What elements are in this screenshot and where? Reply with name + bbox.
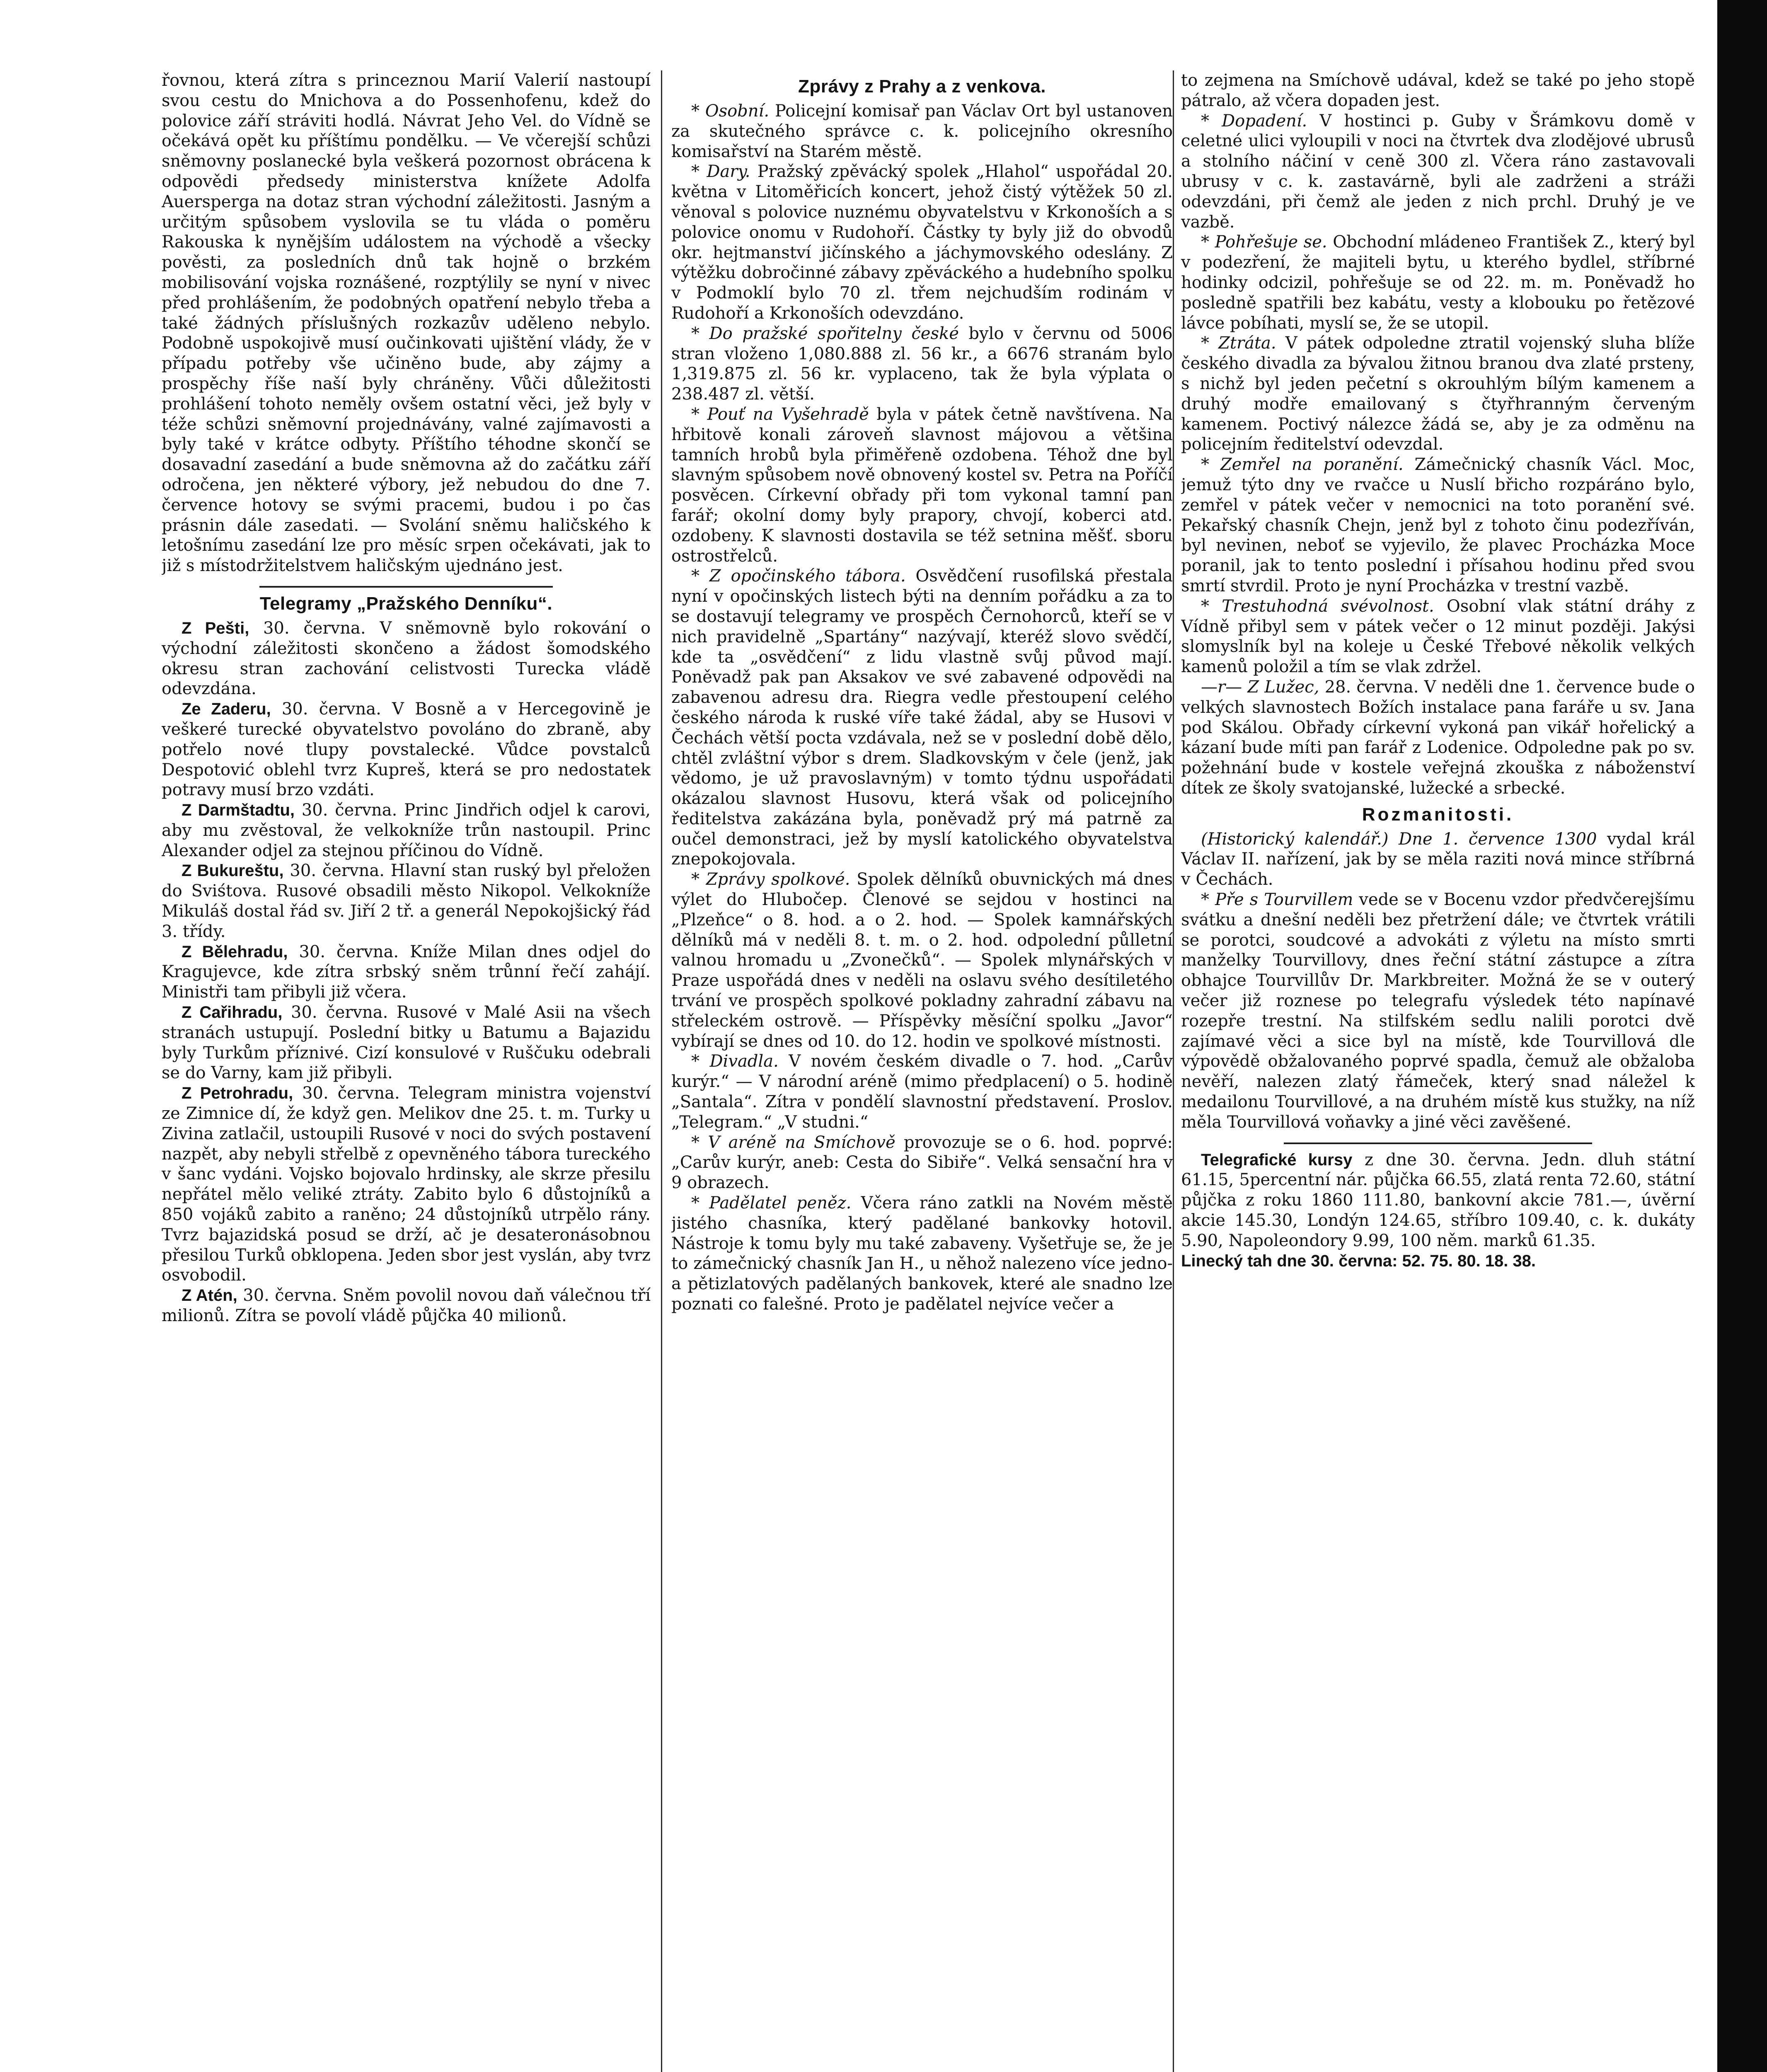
item-text: dne 30. června: 52. 75. 80. 18. 38. [1272, 1251, 1536, 1270]
item-lead: * Pře s Tourvillem [1201, 890, 1353, 910]
column-rule [661, 70, 662, 2072]
dateline-place: Ze Zaderu, [182, 700, 271, 719]
item-lead: Telegrafické kursy [1201, 1150, 1353, 1169]
item-text: vydal král Václav II. nařízení, jak by se měla raziti nová mince stříbrná v Čechách. [1181, 829, 1695, 889]
item-text: V novém českém divadle o 7. hod. „Carův kurýr.“ — V národní aréně (mimo předplacení) o 5. hodině „Santala“. Zítra v pondělí slavnostní představení. Proslov. „Telegram.“ „V studni.“ [671, 1052, 1173, 1132]
column-1 [162, 70, 651, 2072]
column-3 [1181, 70, 1695, 2072]
telegram-athens [162, 1285, 651, 1326]
dateline-place: Z Darmštadtu, [182, 801, 295, 820]
telegram-darmstadt [162, 800, 651, 861]
column-2 [671, 70, 1173, 2072]
miscellany-heading: Rozmanitosti. [1362, 804, 1514, 825]
item-lead: * Pohřešuje se. [1201, 232, 1327, 252]
item-text: Osvědčení rusofilská přestala nyní v opočinských listech býti na denním pořádku a za to se dostavují telegramy ve prospěch Černohorců, kteří se v nich pravidelně „Spartány“ nazývají, kteréž slovo svědčí, kde ta „osvědčení“ z lidu vlastně svůj původ mají. Poněvadž pak pan Aksakov ve své zabavené odpovědi na zabavenou adresu dra. Riegra vedle přestoupení celého českého národa k ruské víře také žádal, aby se Husovi v Čechách větší pocta vzdávala, než se v poslední době dělo, chtěl zvláštní výbor s drem. Sladkovským v čele (jenž, jak vědomo, je už pravoslavným) v tomto týdnu uspořádati okázalou slavnost Husovu, která však od policejního ředitelstva zakázána byla, poněvadž prý má patrně za oučel demonstraci, jež by myslí katolického obyvatelstva znepokojovala. [671, 566, 1173, 869]
item-lead: (Historický kalendář.) Dne 1. července 1300 [1201, 829, 1597, 849]
item-lead: * Ztráta. [1201, 334, 1276, 353]
item-text: provozuje se o 6. hod. poprvé: „Carův kurýr, aneb: Cesta do Sibiře“. Velká sensační hra v 9 obrazech. [671, 1133, 1173, 1193]
item-text: Policejní komisař pan Václav Ort byl ustanoven za skutečného správce c. k. policejního okresního komisařství na Starém městě. [671, 102, 1173, 161]
news-item-counterfeiter [671, 1193, 1173, 1314]
item-lead: * Trestuhodná svévolnost. [1201, 596, 1434, 616]
telegram-text: 30. června. V Bosně a v Hercegovině je veškeré turecké obyvatelstvo povoláno do zbraně, aby potřelo nové tlupy povstalecké. Vůdce povstalců Despotović oblehl tvrz Kupreš, která se pro nedostatek potravy musí brzo vzdáti. [162, 700, 651, 800]
item-lead: Linecký tah [1181, 1251, 1273, 1270]
news-item-arena [671, 1133, 1173, 1193]
item-text: z dne 30. června. Jedn. dluh státní 61.15, 5percentní nár. půjčka 66.55, zlatá renta 72.60, státní půjčka z roku 1860 111.80, bankovní akcie 781.—, úvěrní akcie 145.30, Londýn 124.65, stříbro 109.40, c. k. dukáty 5.90, Napoleondory 9.99, 100 něm. marků 61.35. [1181, 1150, 1695, 1250]
news-item-opocinsky [671, 566, 1173, 869]
section-divider [1284, 1143, 1592, 1144]
telegram-text: 30. června. Rusové v Malé Asii na všech stranách ustupují. Poslední bitky u Batumu a Bajazidu byly Turkům příznivé. Cizí konsulové v Ruščuku odebrali se do Varny, kam již přibyli. [162, 1003, 651, 1083]
news-item-pilgrimage [671, 404, 1173, 566]
telegram-text: 30. června. Hlavní stan ruský byl přeložen do Sviśtova. Rusové obsadili město Nikopol. Velkokníže Mikuláš dostal řád sv. Jiří 2 tř. a generál Nepokojšický řád 3. třídy. [162, 861, 651, 941]
item-text: Osobní vlak státní dráhy z Vídně přibyl sem v pátek večer o 12 minut později. Jakýsi slomyslník byl na koleje u České Třebové několik velkých kamenů položil a tím se vlak zdržel. [1181, 596, 1695, 677]
news-item-missing [1181, 232, 1695, 333]
dateline-place: Z Pešti, [182, 619, 249, 637]
item-lead: * Osobní. [691, 102, 770, 121]
item-text: bylo v červnu od 5006 stran vloženo 1,080.888 zl. 56 kr., a 6676 stranám bylo 1,319.875 zl. 56 kr. vyplaceno, tak že byla výplata o 238.487 zl. větší. [671, 324, 1173, 404]
item-lead: * V aréně na Smíchově [691, 1133, 896, 1152]
telegram-zadar [162, 699, 651, 800]
item-text: V pátek odpoledne ztratil vojenský sluha blíže českého divadla za bývalou žitnou branou dva zlaté prsteny, s nichž byl jeden pečetní s okrouhlým bílým kamenem a druhý modře emailovaný s čtyřhranným červeným kamenem. Poctivý nálezce žádá se, aby je za odměnu na policejním ředitelství odevzdal. [1181, 334, 1695, 454]
item-lead: * Dary. [691, 162, 750, 182]
dateline-place: Z Atén, [182, 1286, 237, 1305]
telegram-text: 30. června. Sněm povolil novou daň válečnou tří milionů. Zítra se povolí vládě půjčka 40 milionů. [162, 1286, 651, 1326]
item-lead: * Do pražské spořitelny české [691, 324, 959, 343]
telegram-text: 30. června. V sněmovně bylo rokování o východní záležitosti skončeno a žádost šomodského okresu stran zachování celistvosti Turecka vládě odevzdána. [162, 618, 651, 699]
news-item-mischief [1181, 596, 1695, 677]
news-item-calendar [1181, 829, 1695, 890]
item-lead: * Divadla. [691, 1052, 779, 1071]
news-item-tourville [1181, 890, 1695, 1133]
item-lead: * Pouť na Vyšehradě [691, 404, 869, 424]
item-text: Spolek dělníků obuvnických má dnes výlet do Hlubočep. Členové se sejdou v hostinci na „Plzeňce“ o 8. hod. a o 2. hod. — Spolek kamnářských dělníků má v neděli 8. t. m. o 2. hod. odpolední půlletní valnou hromadu u „Zvonečků“. — Spolek mlynářských v Praze uspořádá dnes v neděli na oslavu svého desítiletého trvání ve prospěch spolkové pokladny zahradní zábavu na střeleckém ostrově. — Příspěvky měsíční spolku „Javor“ vybírají se dnes od 10. do 12. hodin ve spolkové místnosti. [671, 870, 1173, 1051]
column-rule [1173, 70, 1174, 2072]
item-text: vede se v Bocenu vzdor předvčerejšímu svátku a dnešní neděli bez přetržení dále; ve čtvrtek vrátili se porotci, soudcové a advokáti z výletu na místo smrti manželky Tourvillovy, dnes řeční státní zástupce a zítra obhajce Tourvillův Dr. Markbreiter. Možná že se v outerý večer již roznese po telegrafu výsledek této napínavé rozepře trestní. Na stilfském sedlu nalili porotci dvě zajímavé věci a sice byl na místě, kde Tourvillová dle výpovědě obžalovaného poprvé spadla, čemuž ale obžaloba nevěří, nalezen zlatý řámeček, který snad náležel k medailonu Tourvillové, a na druhém místě kus stužky, na níž měla Tourvillová voňavky a jiné věci zavěšené. [1181, 890, 1695, 1132]
telegram-petersburg [162, 1083, 651, 1285]
item-lead: —r— Z Lužec, [1201, 677, 1319, 697]
telegram-text: 30. června. Princ Jindřich odjel k carovi, aby mu zvěstoval, že velkokníže trůn nastoupil. Princ Alexander odjel za stejnou příčinou do Vídně. [162, 801, 651, 860]
telegram-text: 30. června. Telegram ministra vojenství ze Zimnice dí, že když gen. Melikov dne 25. t. m. Turky u Zivina zatlačil, ustoupili Rusové v noci do svých postavení nazpět, aby nebyli střelbě z opevněného tábora tureckého v šanc vydáni. Vojsko bojovalo hrdinsky, ale skrze přesilu nepřátel mělo veliké ztráty. Zabito bylo 6 důstojníků a 850 vojáků zabito a raněno; 24 důstojníků utrpělo rány. Tvrz bajazidská posud se drží, ač je desateronásobnou přesilou Turků obklopena. Jeden sbor jest vyslán, aby tvrz osvobodil. [162, 1084, 651, 1285]
item-lead: * Dopadení. [1201, 111, 1307, 131]
page-edge-shadow [1717, 0, 1767, 2072]
telegram-heading: Telegramy „Pražského Denníku“. [259, 593, 553, 614]
exchange-rates [1181, 1150, 1695, 1251]
item-lead: * Zprávy spolkové. [691, 870, 850, 889]
item-lead: * Z opočinského tábora. [691, 566, 906, 586]
news-item-died [1181, 455, 1695, 596]
dateline-place: Z Bělehradu, [182, 942, 288, 961]
article-continuation: řovnou, která zítra s princeznou Marií Valerií nastoupí svou cestu do Mnichova a do Possenhofenu, kdež do polovice září stráviti hodlá. Návrat Jeho Vel. do Vídně se očekává opět ku příštímu pondělku. — Ve včerejší schůzi sněmovny poslanecké byla veškerá pozornost obrácena k odpovědi předsedy ministerstva knížete Adolfa Auersperga na dotaz stran východní záležitosti. Jasným a určitým spůsobem vyslovila se tu vláda o poměru Rakouska k nynějším událostem na východě a všecky pověsti, za posledních dnů tak hojně o brzkém mobilisování vojska roznášené, rozptýlily se nyní v nivec před prohlášením, že podobných opatření nebylo třeba a také žádných příslušných rozkazův uděleno nebylo. Podobně uspokojivě musí oučinkovati ujištění vlády, že v případu potřeby vše učiněno bude, aby zájmy a prospěchy říše naší byly chráněny. Vůči důležitosti prohlášení tohoto neměly ovšem ostatní věci, jež byly v téže schůzi sněmovní projednávány, valné zajímavosti a byly také v krátce odbyty. Příštího téhodne skončí se dosavadní zasedání a bude sněmovna až do začátku září odročena, jen některé výbory, jež nebudou do dne 7. července hotovy se svými pracemi, budou i po čas prásnin dále zasedati. — Svolání sněmu haličského k letošnímu zasedání lze pro měsíc srpen očekávati, jak to již s místodržitelstvem haličským ujednáno jest. [162, 71, 651, 576]
telegram-belgrade [162, 942, 651, 1002]
section-divider [259, 586, 553, 588]
dateline-place: Z Bukureštu, [182, 862, 284, 880]
news-section-heading: Zprávy z Prahy a z venkova. [798, 76, 1046, 97]
telegram-text: 30. června. Kníže Milan dnes odjel do Kragujevce, kde zítra srbský sněm trůnní řečí zahájí. Ministři tam přibyli již včera. [162, 942, 651, 1002]
item-text: Pražský zpěvácký spolek „Hlahol“ uspořádal 20. května v Litoměřicích koncert, jehož čistý výtěžek 50 zl. věnoval s polovice nuznému obyvatelstvu v Krkonoších a s polovice onomu v Rudohoří. Částky ty byly již do obvodů okr. hejtmanství jičínského a jáchymovského odeslány. Z výtěžku dobročinné zábavy zpěváckého a hudebního spolku v Podmoklí bylo 70 zl. třem nejchudším rodinám v Rudohoří a Krkonoších odevzdáno. [671, 162, 1173, 323]
item-text: Zámečnický chasník Václ. Moc, jemuž týto dny ve rvačce u Nuslí břicho rozpáráno bylo, zemřel v pátek večer v nemocnici na toto poranění své. Pekařský chasník Chejn, jenž byl z tohoto činu podezříván, byl nevinen, neboť se vyjevilo, že plavec Procházka Moce poranil, jak to tento poslední i přísahou hodinu před svou smrtí stvrdil. Proto je nyní Procházka v trestní vazbě. [1181, 455, 1695, 595]
item-lead: * Padělatel peněz. [691, 1193, 852, 1213]
dateline-place: Z Petrohradu, [182, 1084, 293, 1103]
news-item-theatres [671, 1051, 1173, 1132]
news-item-associations [671, 869, 1173, 1051]
item-text: Včera ráno zatkli na Novém městě jistého chasníka, který padělané bankovky hotovil. Nástroje k tomu byly mu také zabaveny. Vyšetřuje se, že je to zámečnický chasník Jan H., u něhož nalezeno více jedno- a pětizlatových padělaných bankovek, které ale snadno lze poznati co falešné. Proto je padělatel nejvíce večer a [671, 1193, 1173, 1314]
news-item-luzec [1181, 677, 1695, 799]
news-item-savings-bank [671, 324, 1173, 404]
news-item-caught [1181, 111, 1695, 232]
item-text: Obchodní mládeneo František Z., který byl v podezření, že majiteli bytu, u kterého bydlel, stříbrné hodinky odcizil, pohřešuje se od 22. m. m. Poněvadž ho posledně spatřili bez kabátu, vesty a klobouku po řetězové lávce pobíhati, myslí se, že se utopil. [1181, 232, 1695, 333]
telegram-pest [162, 618, 651, 699]
item-text: 28. června. V neděli dne 1. července bude o velkých slavnostech Božích instalace pana faráře u sv. Jana pod Skálou. Obřady církevní vykoná pan vikář hořelický a kázaní bude míti pan farář z Lodenice. Odpoledne pak po sv. požehnání bude v kostele veřejná zkouška z náboženství dítek ze školy svatojanské, lužecké a srbecké. [1181, 677, 1695, 798]
telegram-bucharest [162, 861, 651, 942]
item-text: V hostinci p. Guby v Šrámkovu domě v celetné ulici vyloupili v noci na čtvrtek dva zlodějové ubrusů a stolního náčiní v ceně 300 zl. Včera ráno zastavovali ubrusy v c. k. zastavárně, byli ale zadrženi a stráži odevzdáni, při čemž ale jeden z nich prchl. Druhý je ve vazbě. [1181, 111, 1695, 232]
news-item-personal [671, 101, 1173, 162]
lottery-draw [1181, 1251, 1695, 1271]
news-item-gifts [671, 162, 1173, 323]
dateline-place: Z Cařihradu, [182, 1003, 283, 1022]
telegram-constantinople [162, 1002, 651, 1083]
item-text: byla v pátek četně navštívena. Na hřbitově konali zároveň slavnost májovou a většina tamních hrobů byla přiměřeně ozdobena. Téhož dne byl slavným spůsobem nově obnovený kostel sv. Petra na Poříčí posvěcen. Církevní obřady při tom vykonal tamní pan farář; okolní domy byly prapory, chvojí, koberci atd. ozdobeny. K slavnosti dostavila se též setnina měšť. sboru ostrostřelců. [671, 404, 1173, 566]
news-item-loss [1181, 333, 1695, 455]
item-lead: * Zemřel na poranění. [1201, 455, 1404, 474]
article-continuation: to zejmena na Smíchově udával, kdež se také po jeho stopě pátralo, až včera dopaden jest. [1181, 71, 1695, 110]
